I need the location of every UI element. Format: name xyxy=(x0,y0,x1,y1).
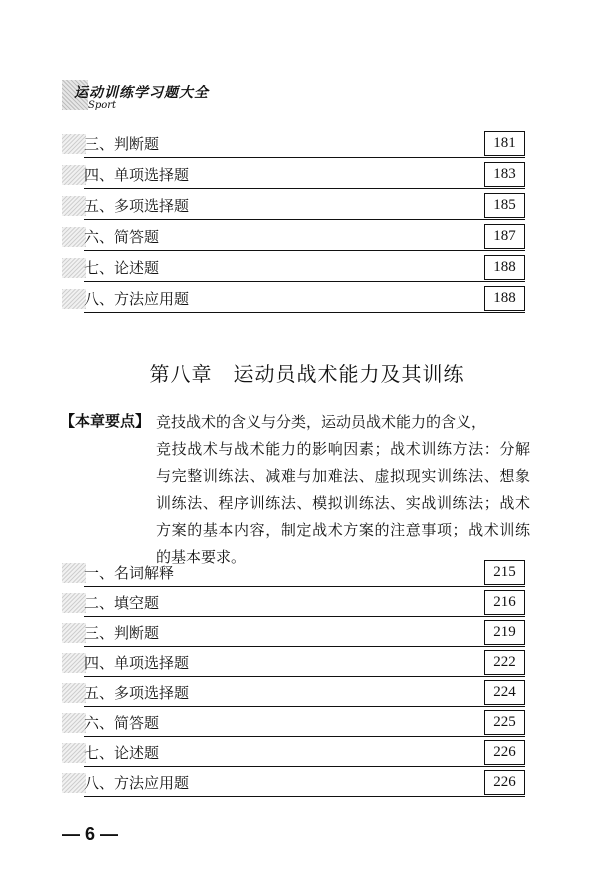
entry-shade-mark xyxy=(62,683,86,703)
summary-first-line: 竞技战术的含义与分类，运动员战术能力的含义， xyxy=(156,413,487,431)
toc-entry-rule xyxy=(84,219,525,220)
toc-entry-label: 三、判断题 xyxy=(84,135,160,153)
toc-entry-label: 三、判断题 xyxy=(84,624,160,642)
toc-entry[interactable] xyxy=(62,254,525,282)
toc-entry-label: 一、名词解释 xyxy=(84,564,175,582)
toc-entry-rule xyxy=(84,188,525,189)
toc-entry-page: 185 xyxy=(484,193,525,218)
toc-entry-page: 216 xyxy=(484,590,525,615)
toc-entry-page: 226 xyxy=(484,740,525,765)
entry-shade-mark xyxy=(62,227,86,247)
toc-entry-rule xyxy=(84,706,525,707)
toc-entry-label: 四、单项选择题 xyxy=(84,654,190,672)
toc-entry-rule xyxy=(84,250,525,251)
entry-shade-mark xyxy=(62,593,86,613)
book-title: 运动训练学习题大全 xyxy=(74,85,209,101)
entry-shade-mark xyxy=(62,773,86,793)
entry-shade-mark xyxy=(62,623,86,643)
toc-entry-label: 六、简答题 xyxy=(84,228,160,246)
entry-shade-mark xyxy=(62,258,86,278)
toc-entry-label: 七、论述题 xyxy=(84,744,160,762)
toc-entry-label: 六、简答题 xyxy=(84,714,160,732)
toc-entry[interactable] xyxy=(62,619,525,647)
toc-entry-rule xyxy=(84,586,525,587)
summary-rest: 竞技战术与战术能力的影响因素；战术训练方法：分解与完整训练法、减难与加难法、虚拟现实训练法、想象训练法、程序训练法、模拟训练法、实战训练法；战术方案的基本内容，制定战术方案的注意事项；战术训练的基本要求。 xyxy=(156,440,530,566)
toc-entry-rule xyxy=(84,312,525,313)
entry-shade-mark xyxy=(62,713,86,733)
toc-entry[interactable] xyxy=(62,559,525,587)
toc-entry-rule xyxy=(84,736,525,737)
page-number: — 6 — xyxy=(62,824,119,844)
toc-entry-page: 183 xyxy=(484,162,525,187)
toc-entry-rule xyxy=(84,616,525,617)
toc-entry-rule xyxy=(84,281,525,282)
toc-entry[interactable] xyxy=(62,649,525,677)
toc-entry-page: 188 xyxy=(484,255,525,280)
entry-shade-mark xyxy=(62,743,86,763)
toc-entry-label: 八、方法应用题 xyxy=(84,774,190,792)
toc-entry-label: 五、多项选择题 xyxy=(84,197,190,215)
toc-entry-label: 五、多项选择题 xyxy=(84,684,190,702)
toc-entry-page: 181 xyxy=(484,131,525,156)
toc-entry[interactable] xyxy=(62,285,525,313)
toc-entry-label: 二、填空题 xyxy=(84,594,160,612)
toc-entry-rule xyxy=(84,646,525,647)
toc-entry-page: 187 xyxy=(484,224,525,249)
toc-entry[interactable] xyxy=(62,709,525,737)
toc-entry[interactable] xyxy=(62,130,525,158)
chapter-summary xyxy=(60,409,530,571)
toc-entry[interactable] xyxy=(62,223,525,251)
toc-entry[interactable] xyxy=(62,589,525,617)
toc-entry-rule xyxy=(84,157,525,158)
entry-shade-mark xyxy=(62,165,86,185)
entry-shade-mark xyxy=(62,196,86,216)
toc-entry-label: 四、单项选择题 xyxy=(84,166,190,184)
book-subtitle: Sport xyxy=(88,100,117,111)
toc-entry-label: 八、方法应用题 xyxy=(84,290,190,308)
chapter-summary-tag: 【本章要点】 xyxy=(60,412,151,430)
toc-entry-label: 七、论述题 xyxy=(84,259,160,277)
toc-entry[interactable] xyxy=(62,192,525,220)
entry-shade-mark xyxy=(62,653,86,673)
toc-entry-page: 215 xyxy=(484,560,525,585)
toc-entry[interactable] xyxy=(62,769,525,797)
toc-entry-page: 219 xyxy=(484,620,525,645)
toc-entry-page: 188 xyxy=(484,286,525,311)
entry-shade-mark xyxy=(62,563,86,583)
toc-entry-page: 225 xyxy=(484,710,525,735)
toc-entry-rule xyxy=(84,796,525,797)
toc-entry[interactable] xyxy=(62,679,525,707)
toc-entry-rule xyxy=(84,676,525,677)
chapter-title: 第八章 运动员战术能力及其训练 xyxy=(149,362,465,386)
entry-shade-mark xyxy=(62,289,86,309)
toc-entry-page: 222 xyxy=(484,650,525,675)
toc-entry-page: 226 xyxy=(484,770,525,795)
toc-entry[interactable] xyxy=(62,161,525,189)
toc-entry-rule xyxy=(84,766,525,767)
toc-entry-page: 224 xyxy=(484,680,525,705)
entry-shade-mark xyxy=(62,134,86,154)
toc-entry[interactable] xyxy=(62,739,525,767)
